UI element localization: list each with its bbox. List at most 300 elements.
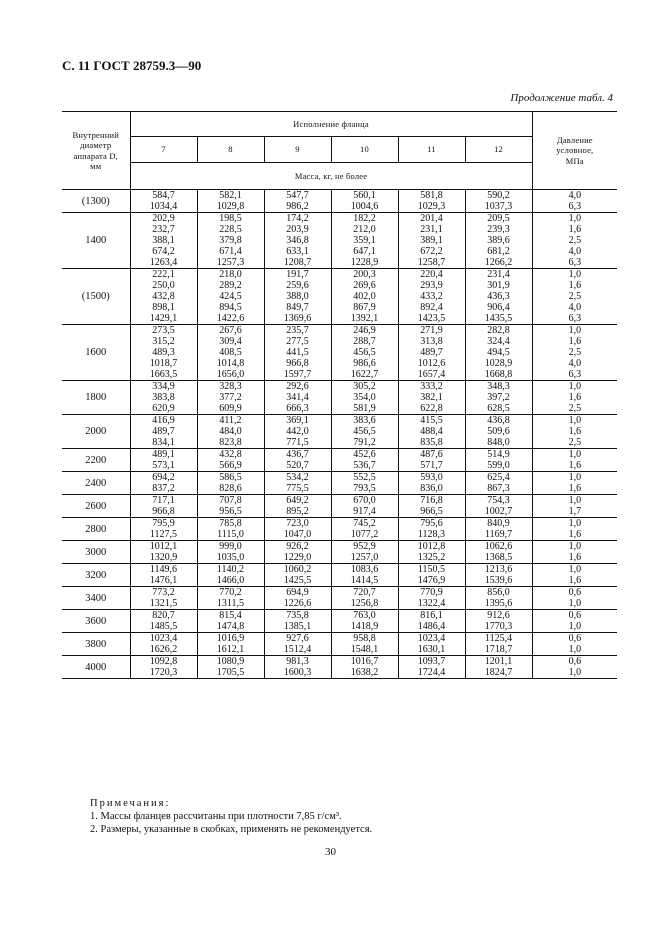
mass-value: 1770,3 <box>484 621 513 632</box>
mass-value: 520,7 <box>286 460 309 471</box>
mass-value: 1037,3 <box>484 201 513 212</box>
mass-value: 707,8 <box>219 495 242 506</box>
mass-value: 1435,5 <box>484 313 513 324</box>
pressure-cell <box>532 325 617 381</box>
mass-value: 489,7 <box>152 426 175 437</box>
mass-value: 354,0 <box>353 392 376 403</box>
pressure-value: 1,0 <box>568 449 582 460</box>
mass-value: 1226,6 <box>283 598 312 609</box>
mass-value: 1060,2 <box>283 564 312 575</box>
mass-value: 432,8 <box>152 291 175 302</box>
mass-value: 1630,1 <box>417 644 446 655</box>
row-diameter: 2200 <box>62 449 130 472</box>
pressure-value: 1,0 <box>568 213 582 224</box>
mass-value: 1824,7 <box>484 667 513 678</box>
mass-cell <box>465 656 532 679</box>
mass-value: 309,4 <box>219 336 242 347</box>
pressure-value: 6,3 <box>568 313 582 324</box>
mass-value: 267,6 <box>219 325 242 336</box>
mass-cell <box>398 213 465 269</box>
mass-value: 1012,8 <box>417 541 446 552</box>
mass-cell <box>130 587 197 610</box>
mass-cell <box>398 541 465 564</box>
mass-value: 793,5 <box>353 483 376 494</box>
mass-value: 1512,4 <box>283 644 312 655</box>
mass-value: 328,3 <box>219 381 242 392</box>
mass-value: 359,1 <box>353 235 376 246</box>
mass-value: 1035,0 <box>216 552 245 563</box>
mass-cell <box>130 633 197 656</box>
pressure-value: 2,5 <box>568 235 582 246</box>
table-row <box>62 495 617 518</box>
mass-value: 848,0 <box>487 437 510 448</box>
pressure-value: 4,0 <box>568 302 582 313</box>
mass-cell <box>197 325 264 381</box>
mass-value: 200,3 <box>353 269 376 280</box>
mass-cell <box>465 381 532 415</box>
mass-value: 269,6 <box>353 280 376 291</box>
mass-value: 231,4 <box>487 269 510 280</box>
pressure-cell <box>532 269 617 325</box>
document-header: С. 11 ГОСТ 28759.3—90 <box>62 58 202 73</box>
mass-value: 452,6 <box>353 449 376 460</box>
mass-value: 834,1 <box>152 437 175 448</box>
mass-value: 1258,7 <box>417 257 446 268</box>
mass-value: 1612,1 <box>216 644 245 655</box>
mass-value: 484,0 <box>219 426 242 437</box>
mass-cell <box>465 610 532 633</box>
mass-value: 1486,4 <box>417 621 446 632</box>
mass-cell <box>130 213 197 269</box>
row-diameter: 2800 <box>62 518 130 541</box>
mass-value: 436,3 <box>487 291 510 302</box>
mass-value: 717,1 <box>152 495 175 506</box>
mass-cell <box>197 449 264 472</box>
pressure-value: 0,6 <box>568 656 582 667</box>
table-row <box>62 213 617 269</box>
mass-cell <box>130 656 197 679</box>
mass-value: 1548,1 <box>350 644 379 655</box>
mass-value: 1395,6 <box>484 598 513 609</box>
mass-cell <box>465 325 532 381</box>
mass-value: 436,7 <box>286 449 309 460</box>
mass-value: 1023,4 <box>417 633 446 644</box>
pressure-value: 1,7 <box>568 506 582 517</box>
mass-value: 383,8 <box>152 392 175 403</box>
mass-value: 1423,5 <box>417 313 446 324</box>
mass-cell <box>331 381 398 415</box>
mass-value: 1083,6 <box>350 564 379 575</box>
mass-cell <box>331 269 398 325</box>
mass-value: 1080,9 <box>216 656 245 667</box>
mass-value: 1004,6 <box>350 201 379 212</box>
pressure-value: 1,6 <box>568 483 582 494</box>
mass-value: 681,2 <box>487 246 510 257</box>
pressure-value: 0,6 <box>568 610 582 621</box>
table-row <box>62 269 617 325</box>
mass-value: 1425,5 <box>283 575 312 586</box>
mass-value: 1047,0 <box>283 529 312 540</box>
pressure-value: 1,0 <box>568 325 582 336</box>
mass-value: 1476,9 <box>417 575 446 586</box>
mass-value: 1125,4 <box>484 633 513 644</box>
pressure-value: 2,5 <box>568 347 582 358</box>
pressure-value: 2,5 <box>568 437 582 448</box>
mass-value: 348,3 <box>487 381 510 392</box>
mass-cell <box>331 656 398 679</box>
pressure-value: 1,0 <box>568 621 582 632</box>
mass-value: 895,2 <box>286 506 309 517</box>
mass-value: 388,1 <box>152 235 175 246</box>
mass-value: 912,6 <box>487 610 510 621</box>
mass-value: 1597,7 <box>283 369 312 380</box>
mass-value: 1320,9 <box>149 552 178 563</box>
mass-value: 489,1 <box>152 449 175 460</box>
mass-value: 277,5 <box>286 336 309 347</box>
mass-cell <box>264 610 331 633</box>
table-row <box>62 381 617 415</box>
mass-cell <box>264 587 331 610</box>
mass-value: 382,1 <box>420 392 443 403</box>
mass-value: 823,8 <box>219 437 242 448</box>
pressure-value: 0,6 <box>568 633 582 644</box>
notes-title: Примечания: <box>90 798 171 809</box>
mass-value: 1228,9 <box>350 257 379 268</box>
mass-value: 1422,6 <box>216 313 245 324</box>
mass-value: 441,5 <box>286 347 309 358</box>
mass-value: 1201,1 <box>484 656 513 667</box>
mass-value: 442,0 <box>286 426 309 437</box>
mass-value: 620,9 <box>152 403 175 414</box>
mass-value: 571,7 <box>420 460 443 471</box>
table-row <box>62 449 617 472</box>
row-diameter: 2000 <box>62 415 130 449</box>
mass-value: 836,0 <box>420 483 443 494</box>
mass-value: 716,8 <box>420 495 443 506</box>
mass-value: 735,8 <box>286 610 309 621</box>
table-continuation-label: Продолжение табл. 4 <box>510 92 613 104</box>
mass-cell <box>197 610 264 633</box>
pressure-cell <box>532 541 617 564</box>
mass-value: 369,1 <box>286 415 309 426</box>
mass-value: 209,5 <box>487 213 510 224</box>
header-variant-8: 8 <box>197 137 264 163</box>
pressure-cell <box>532 518 617 541</box>
header-variant-12: 12 <box>465 137 532 163</box>
mass-value: 927,6 <box>286 633 309 644</box>
mass-value: 745,2 <box>353 518 376 529</box>
mass-value: 773,2 <box>152 587 175 598</box>
mass-value: 1012,1 <box>149 541 178 552</box>
row-diameter: 3600 <box>62 610 130 633</box>
mass-cell <box>197 495 264 518</box>
mass-value: 816,1 <box>420 610 443 621</box>
mass-cell <box>398 518 465 541</box>
pressure-value: 6,3 <box>568 201 582 212</box>
pressure-value: 1,6 <box>568 392 582 403</box>
pressure-cell <box>532 213 617 269</box>
mass-cell <box>398 587 465 610</box>
mass-value: 1149,6 <box>149 564 178 575</box>
mass-value: 926,2 <box>286 541 309 552</box>
mass-value: 218,0 <box>219 269 242 280</box>
mass-value: 1368,5 <box>484 552 513 563</box>
mass-value: 795,6 <box>420 518 443 529</box>
row-diameter: 3400 <box>62 587 130 610</box>
mass-value: 333,2 <box>420 381 443 392</box>
mass-value: 590,2 <box>487 190 510 201</box>
pressure-value: 1,0 <box>568 381 582 392</box>
table-row <box>62 633 617 656</box>
pressure-value: 1,6 <box>568 280 582 291</box>
mass-value: 674,2 <box>152 246 175 257</box>
pressure-value: 6,3 <box>568 369 582 380</box>
mass-value: 436,8 <box>487 415 510 426</box>
mass-value: 1128,3 <box>417 529 446 540</box>
mass-cell <box>130 495 197 518</box>
mass-value: 198,5 <box>219 213 242 224</box>
mass-value: 723,0 <box>286 518 309 529</box>
mass-value: 433,2 <box>420 291 443 302</box>
mass-cell <box>331 564 398 587</box>
mass-value: 1169,7 <box>484 529 513 540</box>
mass-value: 1718,7 <box>484 644 513 655</box>
mass-cell <box>398 381 465 415</box>
mass-value: 775,5 <box>286 483 309 494</box>
mass-value: 315,2 <box>152 336 175 347</box>
mass-value: 288,7 <box>353 336 376 347</box>
mass-value: 1229,0 <box>283 552 312 563</box>
mass-cell <box>264 472 331 495</box>
mass-value: 582,1 <box>219 190 242 201</box>
mass-value: 1266,2 <box>484 257 513 268</box>
mass-cell <box>465 269 532 325</box>
mass-value: 231,1 <box>420 224 443 235</box>
mass-value: 666,3 <box>286 403 309 414</box>
mass-value: 346,8 <box>286 235 309 246</box>
mass-value: 547,7 <box>286 190 309 201</box>
pressure-cell <box>532 381 617 415</box>
mass-value: 292,6 <box>286 381 309 392</box>
pressure-cell <box>532 472 617 495</box>
mass-cell <box>465 495 532 518</box>
pressure-value: 4,0 <box>568 358 582 369</box>
mass-cell <box>130 415 197 449</box>
pressure-value: 1,6 <box>568 552 582 563</box>
row-diameter: 1800 <box>62 381 130 415</box>
mass-value: 593,0 <box>420 472 443 483</box>
mass-value: 1002,7 <box>484 506 513 517</box>
mass-cell <box>331 495 398 518</box>
mass-cell <box>331 415 398 449</box>
mass-value: 203,9 <box>286 224 309 235</box>
mass-value: 917,4 <box>353 506 376 517</box>
mass-value: 489,7 <box>420 347 443 358</box>
mass-value: 837,2 <box>152 483 175 494</box>
mass-value: 770,9 <box>420 587 443 598</box>
pressure-cell <box>532 564 617 587</box>
mass-value: 408,5 <box>219 347 242 358</box>
mass-value: 259,6 <box>286 280 309 291</box>
mass-cell <box>197 213 264 269</box>
mass-value: 1016,9 <box>216 633 245 644</box>
pressure-cell <box>532 656 617 679</box>
mass-value: 509,6 <box>487 426 510 437</box>
mass-value: 1369,6 <box>283 313 312 324</box>
mass-value: 383,6 <box>353 415 376 426</box>
mass-cell <box>264 381 331 415</box>
row-diameter: 4000 <box>62 656 130 679</box>
mass-value: 625,4 <box>487 472 510 483</box>
mass-value: 377,2 <box>219 392 242 403</box>
mass-value: 341,4 <box>286 392 309 403</box>
pressure-cell <box>532 415 617 449</box>
mass-value: 293,9 <box>420 280 443 291</box>
mass-cell <box>197 190 264 213</box>
notes <box>90 797 372 836</box>
table-row <box>62 190 617 213</box>
mass-cell <box>331 190 398 213</box>
mass-value: 282,8 <box>487 325 510 336</box>
mass-cell <box>197 472 264 495</box>
header-pressure: Давление условное, МПа <box>532 112 617 190</box>
table-row <box>62 518 617 541</box>
flange-mass-table <box>62 111 617 679</box>
mass-cell <box>197 269 264 325</box>
row-diameter: 1400 <box>62 213 130 269</box>
mass-value: 228,5 <box>219 224 242 235</box>
mass-cell <box>264 656 331 679</box>
mass-value: 1657,4 <box>417 369 446 380</box>
mass-cell <box>197 633 264 656</box>
header-variant-7: 7 <box>130 137 197 163</box>
mass-value: 720,7 <box>353 587 376 598</box>
mass-cell <box>130 269 197 325</box>
mass-cell <box>130 381 197 415</box>
mass-value: 628,5 <box>487 403 510 414</box>
pressure-value: 2,5 <box>568 403 582 414</box>
mass-value: 1418,9 <box>350 621 379 632</box>
mass-value: 1256,8 <box>350 598 379 609</box>
mass-value: 906,4 <box>487 302 510 313</box>
mass-value: 1321,5 <box>149 598 178 609</box>
mass-value: 581,8 <box>420 190 443 201</box>
mass-value: 1720,3 <box>149 667 178 678</box>
mass-value: 1016,7 <box>350 656 379 667</box>
mass-value: 1325,2 <box>417 552 446 563</box>
mass-cell <box>130 518 197 541</box>
mass-cell <box>398 472 465 495</box>
mass-value: 1093,7 <box>417 656 446 667</box>
mass-value: 1392,1 <box>350 313 379 324</box>
mass-cell <box>197 518 264 541</box>
mass-value: 609,9 <box>219 403 242 414</box>
mass-cell <box>398 564 465 587</box>
mass-value: 586,5 <box>219 472 242 483</box>
table-row <box>62 325 617 381</box>
mass-value: 1023,4 <box>149 633 178 644</box>
mass-value: 694,2 <box>152 472 175 483</box>
mass-cell <box>331 518 398 541</box>
mass-value: 1429,1 <box>149 313 178 324</box>
mass-value: 815,4 <box>219 610 242 621</box>
mass-value: 1656,0 <box>216 369 245 380</box>
mass-value: 424,5 <box>219 291 242 302</box>
mass-value: 534,2 <box>286 472 309 483</box>
table-row <box>62 472 617 495</box>
pressure-value: 1,6 <box>568 336 582 347</box>
mass-value: 856,0 <box>487 587 510 598</box>
mass-value: 232,7 <box>152 224 175 235</box>
mass-value: 212,0 <box>353 224 376 235</box>
mass-cell <box>465 518 532 541</box>
mass-value: 1600,3 <box>283 667 312 678</box>
row-diameter: 2600 <box>62 495 130 518</box>
mass-cell <box>331 213 398 269</box>
mass-value: 334,9 <box>152 381 175 392</box>
mass-cell <box>465 415 532 449</box>
mass-value: 581,9 <box>353 403 376 414</box>
mass-value: 301,9 <box>487 280 510 291</box>
mass-value: 584,7 <box>152 190 175 201</box>
mass-cell <box>465 190 532 213</box>
mass-value: 828,6 <box>219 483 242 494</box>
mass-value: 489,3 <box>152 347 175 358</box>
mass-value: 1150,5 <box>417 564 446 575</box>
mass-value: 1663,5 <box>149 369 178 380</box>
mass-value: 892,4 <box>420 302 443 313</box>
mass-cell <box>465 541 532 564</box>
mass-cell <box>465 472 532 495</box>
mass-value: 894,5 <box>219 302 242 313</box>
pressure-cell <box>532 587 617 610</box>
mass-value: 952,9 <box>353 541 376 552</box>
pressure-value: 1,0 <box>568 269 582 280</box>
mass-value: 246,9 <box>353 325 376 336</box>
mass-cell <box>264 190 331 213</box>
mass-value: 305,2 <box>353 381 376 392</box>
mass-value: 986,2 <box>286 201 309 212</box>
mass-value: 1322,4 <box>417 598 446 609</box>
note-item: 1. Массы фланцев рассчитаны при плотности 7,85 г/см³. <box>90 811 342 822</box>
mass-value: 1034,4 <box>149 201 178 212</box>
pressure-value: 6,3 <box>568 257 582 268</box>
mass-cell <box>465 564 532 587</box>
header-mass: Масса, кг, не более <box>130 163 532 190</box>
mass-value: 389,1 <box>420 235 443 246</box>
row-diameter: (1300) <box>62 190 130 213</box>
mass-value: 566,9 <box>219 460 242 471</box>
mass-value: 1140,2 <box>216 564 245 575</box>
header-flange-variant: Исполнение фланца <box>130 112 532 137</box>
mass-value: 273,5 <box>152 325 175 336</box>
mass-value: 1705,5 <box>216 667 245 678</box>
mass-value: 1263,4 <box>149 257 178 268</box>
mass-value: 1012,6 <box>417 358 446 369</box>
mass-value: 456,5 <box>353 347 376 358</box>
mass-cell <box>130 610 197 633</box>
page-number: 30 <box>325 846 336 858</box>
mass-value: 324,4 <box>487 336 510 347</box>
mass-value: 785,8 <box>219 518 242 529</box>
mass-value: 416,9 <box>152 415 175 426</box>
mass-cell <box>264 564 331 587</box>
mass-cell <box>264 325 331 381</box>
mass-value: 271,9 <box>420 325 443 336</box>
mass-value: 488,4 <box>420 426 443 437</box>
mass-cell <box>197 656 264 679</box>
mass-value: 239,3 <box>487 224 510 235</box>
